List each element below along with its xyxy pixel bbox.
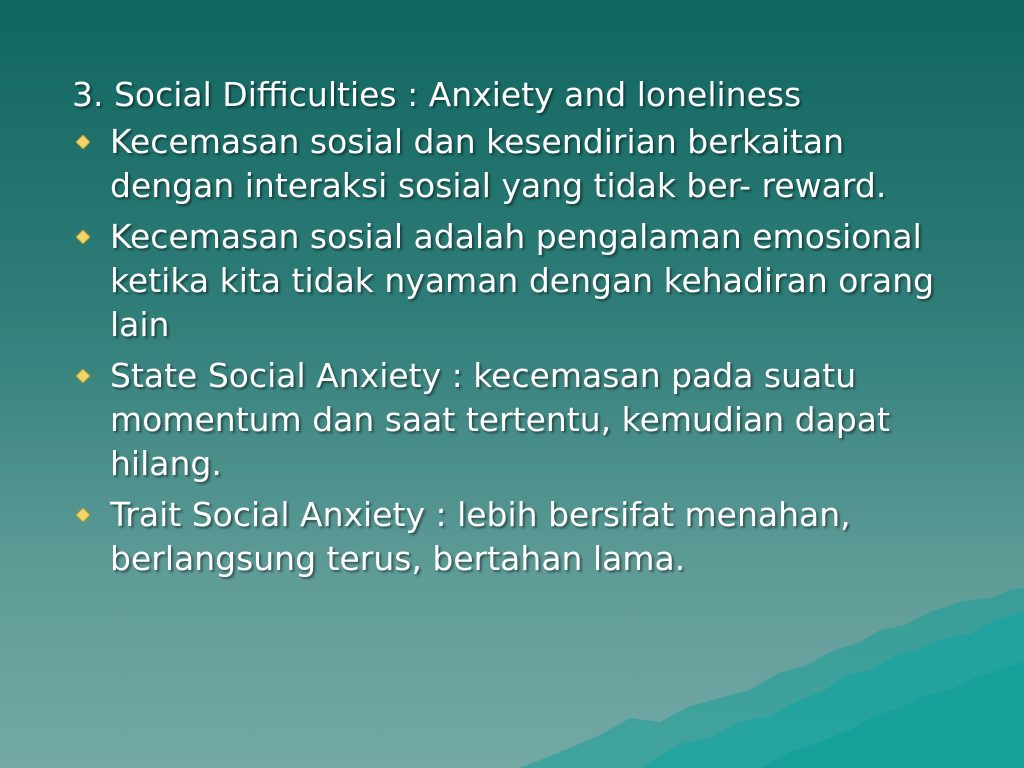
diamond-icon [76,369,90,383]
slide-heading: 3. Social Difficulties : Anxiety and loneliness [72,75,802,114]
bullet-list [72,120,972,581]
bullet-item [72,120,972,208]
bullet-item [72,215,972,347]
bullet-text: State Social Anxiety : kecemasan pada suatu momentum dan saat tertentu, kemudian dapat hilang. [110,356,890,483]
bullet-text: Trait Social Anxiety : lebih bersifat menahan, berlangsung terus, bertahan lama. [110,495,851,578]
diamond-icon [76,135,90,149]
bullet-text: Kecemasan sosial dan kesendirian berkaitan dengan interaksi sosial yang tidak ber- reward. [110,122,887,205]
diamond-icon [76,230,90,244]
diamond-icon [76,508,90,522]
bullet-item [72,354,972,486]
bullet-text: Kecemasan sosial adalah pengalaman emosional ketika kita tidak nyaman dengan kehadiran orang lain [110,217,935,344]
slide-content [72,72,972,588]
bullet-item [72,493,972,581]
